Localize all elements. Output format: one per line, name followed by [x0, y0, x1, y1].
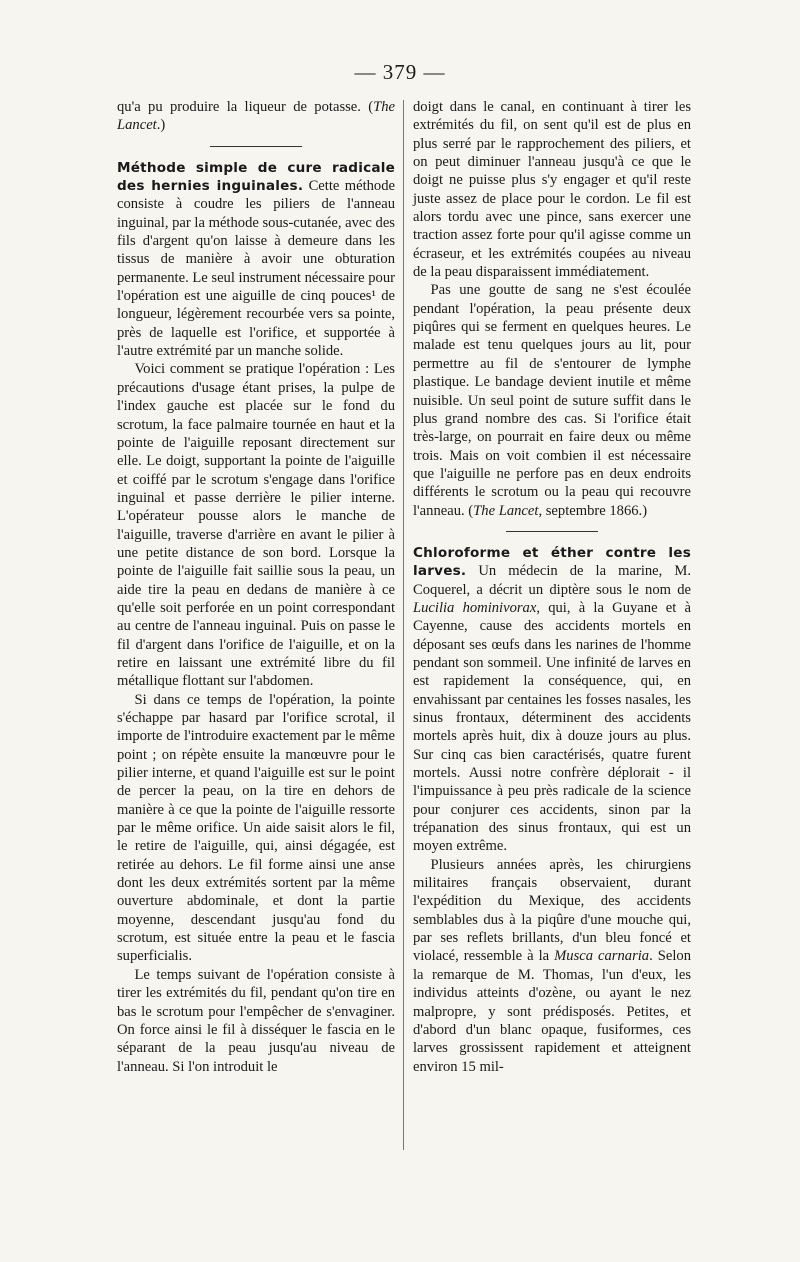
article2-heading: Chloroforme et éther contre les larves. [413, 544, 691, 580]
section-divider [210, 146, 302, 147]
article2-p2-b: . Selon la remarque de M. Thomas, l'un d'eux, les individus atteints d'ozène, ou ayant le nez malpropre, y sont prédisposés. Petites, et d'abord d'un blanc opaque, fusiformes, ces larves grossissent rapidement et atteignent environ 15 mil- [413, 948, 691, 1075]
page-number: — 379 — [354, 60, 446, 84]
article1-heading: Méthode simple de cure radicale des hernies inguinales. [117, 159, 395, 195]
intro-text: qu'a pu produire la liqueur de potasse. ( [117, 99, 374, 115]
article1-p6-source: The Lancet [473, 502, 539, 519]
article1-p6 [413, 281, 691, 519]
article1-p1: Cette méthode consiste à coudre les piliers de l'anneau inguinal, par la méthode sous-cutanée, avec des fils d'argent qu'on laisse à demeure dans les tissus de manière à avoir une obturation permanente. Le seul instrument nécessaire pour l'opération est une aiguille de cinq pouces¹ de longueur, légèrement recourbée vers sa pointe, près de laquelle est l'orifice, et supportée à l'autre extrémité par un manche solide. [117, 178, 395, 360]
article2-first-paragraph [413, 544, 691, 856]
article1-p2: Voici comment se pratique l'opération : Les précautions d'usage étant prises, la pulpe de l'index gauche est placée sur le fond du scrotum, la face palmaire tournée en haut et la pointe de l'aiguille reposant directement sur elle. Le doigt, supportant la pointe de l'aiguille et coiffé par le scrotum s'engage dans l'orifice inguinal et passe derrière le pilier interne. L'opérateur pousse alors le manche de l'aiguille, traverse d'arrière en avant le pilier à une petite distance de son bord. Lorsque la pointe de l'aiguille fait saillie sous la peau, un aide tire la peau en dedans de manière à ce qu'elle soit perforée en un point correspondant au centre de l'anneau inguinal. Puis on passe le fil d'argent dans l'orifice de l'aiguille, et on la retire en laissant une extrémité libre du fil métallique flottant sur l'abdomen. [117, 361, 395, 690]
article2-species-1: Lucilia hominivorax [413, 599, 537, 616]
intro-source: The Lancet [117, 99, 395, 134]
column-separator [403, 100, 404, 1150]
right-column [413, 98, 691, 1076]
article2-species-2: Musca carnaria [554, 948, 650, 965]
article1-p5: doigt dans le canal, en continuant à tirer les extrémités du fil, on sent qu'il est de plus en plus serré par le rapprochement des piliers, et on peut diminuer l'anneau jusqu'à ce que le doigt ne puisse plus s'y engager et qu'il reste juste assez de place pour le cordon. Le fil est alors tordu avec une pince, sans exercer une traction assez forte pour qu'il agisse comme un écraseur, et les extrémités coupées au niveau de la peau disparaissent immédiatement. [413, 99, 691, 281]
intro-end: .) [156, 117, 166, 134]
article1-p6-end: , septembre 1866.) [538, 502, 648, 519]
article1-p3: Si dans ce temps de l'opération, la pointe s'échappe par hasard par l'orifice scrotal, il importe de l'introduire exactement par le même point ; on répète ensuite la manœuvre pour le pilier interne, et quand l'aiguille est sur le point de percer la peau, on la tire en dehors de manière à ce que la pointe de l'aiguille ressorte par le même orifice. Un aide saisit alors le fil, le retire de l'aiguille, qui, ainsi dégagée, est retirée au dehors. Le fil forme ainsi une anse dont les deux extrémités sortent par la même ouverture abdominale, et dont la partie moyenne, descendant jusqu'au fond du scrotum, est située entre la peau et le fascia superficialis. [117, 691, 395, 965]
article1-p6-text: Pas une goutte de sang ne s'est écoulée pendant l'opération, la peau présente deux piqûres qui se ferment en quelques heures. Le malade est tenu quelques jours au lit, pour permettre au fil de s'entourer de lymphe plastique. Le bandage devient inutile et même nuisible. Un seul point de suture suffit dans le plus grand nombre des cas. Si l'orifice était très-large, on pourrait en faire deux ou même trois. Mais on voit combien il est nécessaire que l'aiguille ne perfore pas en deux endroits différents le scrotum ou la peau qui recouvre l'anneau. ( [413, 282, 691, 519]
article1-first-paragraph [117, 159, 395, 361]
intro-paragraph [117, 98, 395, 135]
article2-p2-a: Plusieurs années après, les chirurgiens militaires français observaient, durant l'expédition du Mexique, des accidents semblables dus à la piqûre d'une mouche qui, par ses reflets brillants, d'un bleu foncé et violacé, ressemble à la [413, 856, 691, 965]
left-column [117, 98, 395, 1076]
article2-p2 [413, 856, 691, 1076]
article1-p4: Le temps suivant de l'opération consiste à tirer les extrémités du fil, pendant qu'on tire en bas le scrotum pour l'empêcher de s'envaginer. On force ainsi le fil à disséquer le fascia en le séparant de la peau jusqu'au niveau de l'anneau. Si l'on introduit le [117, 966, 395, 1075]
article2-p1-b: , qui, à la Guyane et à Cayenne, cause des accidents mortels en déposant ses œufs dans les narines de l'homme pendant son sommeil. Une infinité de larves en est rapidement la conséquence, qui, en envahissant par centaines les fosses nasales, les sinus frontaux, déterminent des accidents mortels après huit, dix à douze jours au plus. Sur cinq cas bien caractérisés, quatre furent mortels. Aussi notre confrère déplorait - il l'impuissance à peu près radicale de la science pour conjurer ces accidents, sinon par la trépanation des sinus frontaux, qui est un moyen extrême. [413, 599, 691, 855]
article2-p1-a: Un médecin de la marine, M. Coquerel, a décrit un diptère sous le nom de [413, 563, 691, 598]
section-divider-2 [506, 531, 598, 532]
